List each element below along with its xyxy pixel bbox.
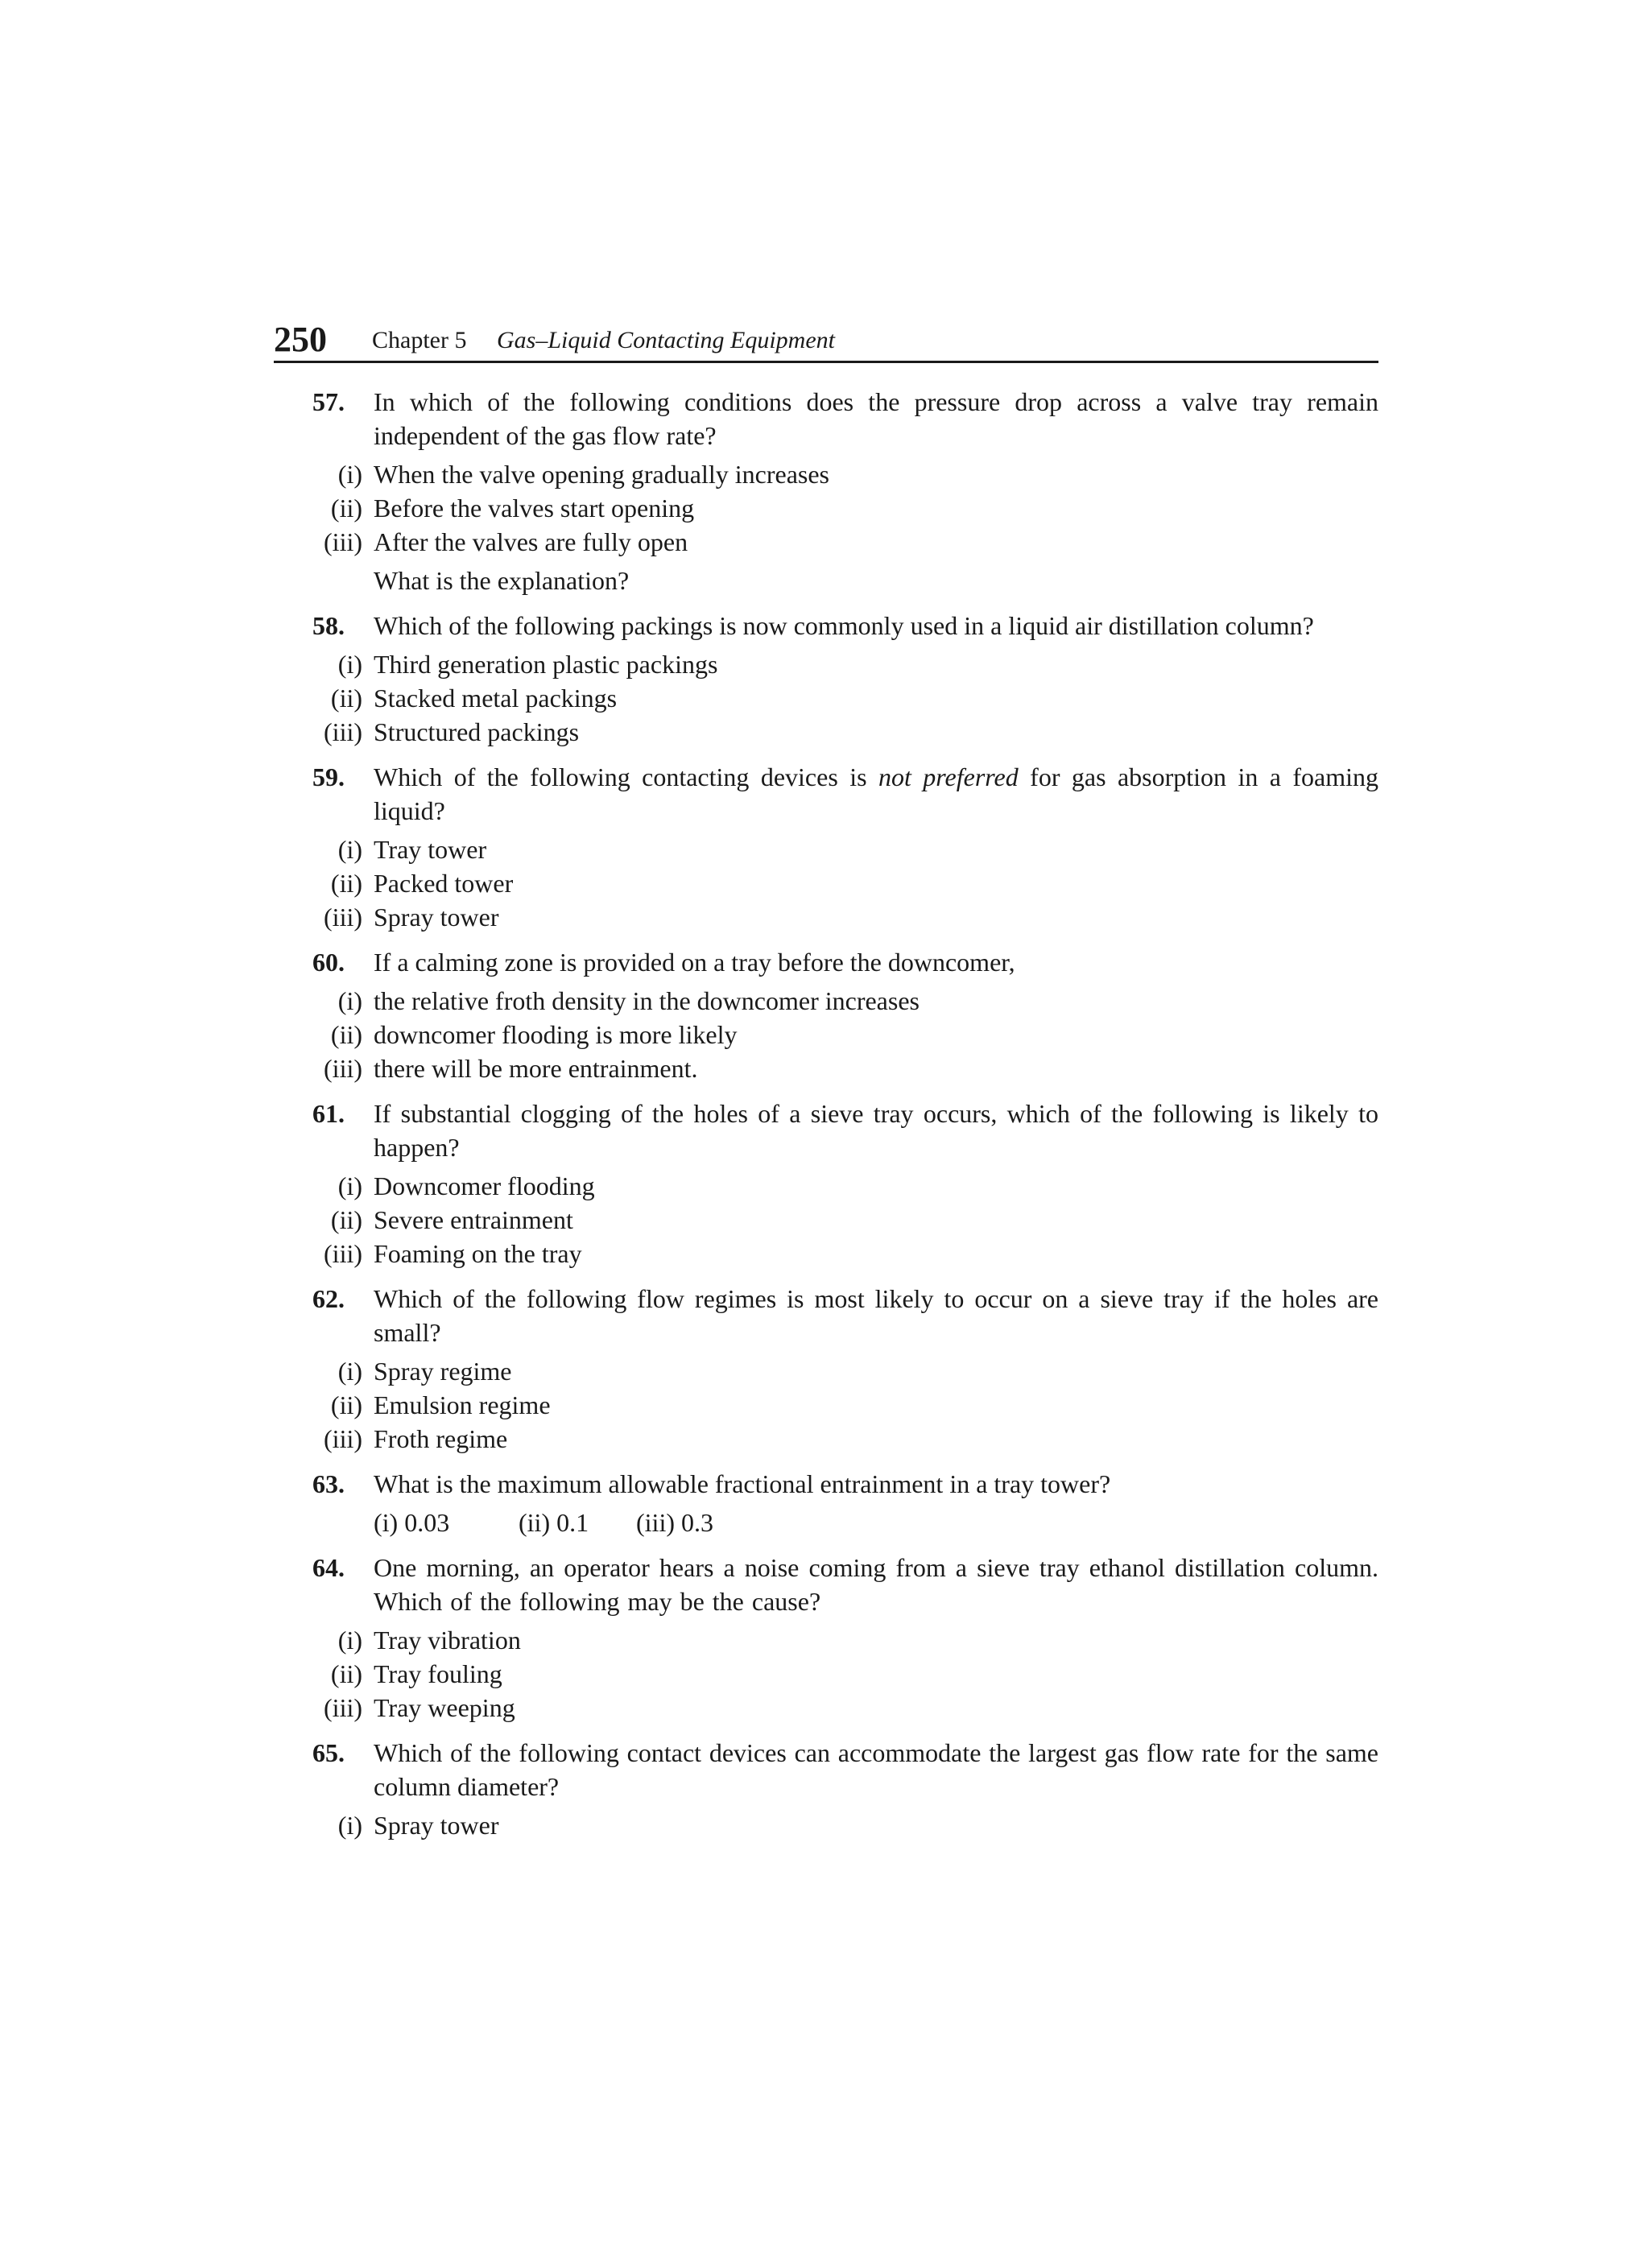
chapter-label: Chapter 5 [372, 327, 467, 353]
option-text: Tray vibration [374, 1626, 521, 1655]
option-text: Spray regime [374, 1357, 512, 1386]
question-text-end: for gas absorption in a foaming liquid? [374, 762, 1379, 825]
question-list [274, 385, 1378, 1853]
chapter-title: Gas–Liquid Contacting Equipment [497, 327, 835, 353]
question-59 [274, 760, 1378, 934]
question-number: 60. [312, 948, 345, 977]
option-text: Downcomer flooding [374, 1171, 595, 1200]
option [337, 984, 1378, 1018]
question-text: If a calming zone is provided on a tray before the downcomer, [374, 948, 1015, 977]
inline-option-list [374, 1506, 1378, 1539]
question-57 [274, 385, 1378, 597]
option-numeral: (iii) [324, 527, 362, 556]
option [337, 647, 1378, 681]
page-number: 250 [274, 320, 327, 359]
option-numeral: (i) [337, 1811, 362, 1840]
option-numeral: (ii) [330, 1205, 362, 1234]
question-followup: What is the explanation? [374, 566, 630, 595]
question-text [374, 760, 1378, 828]
option-text: Spray tower [374, 1811, 499, 1840]
option [324, 1422, 1378, 1456]
question-60 [274, 945, 1378, 1085]
option [337, 1169, 1378, 1203]
option [330, 1657, 1378, 1691]
option-numeral: (iii) [324, 1424, 362, 1453]
option [337, 832, 1378, 866]
option-text: Tray fouling [374, 1659, 502, 1688]
option [324, 1051, 1378, 1085]
option [330, 866, 1378, 900]
option [330, 681, 1378, 715]
question-number: 62. [312, 1284, 345, 1313]
question-text: In which of the following conditions does the pressure drop across a valve tray remain independent of the gas flow rate? [374, 387, 1378, 450]
option [324, 1691, 1378, 1725]
option-numeral: (ii) [330, 869, 362, 898]
option-text: Third generation plastic packings [374, 650, 718, 679]
question-number: 59. [312, 762, 345, 791]
option-numeral: (i) [337, 1357, 362, 1386]
question-text: Which of the following contact devices can accommodate the largest gas flow rate for the same column diameter? [374, 1738, 1378, 1801]
option-text: Tray weeping [374, 1693, 515, 1722]
option [324, 1237, 1378, 1270]
option [337, 1623, 1378, 1657]
option-text: After the valves are fully open [374, 527, 688, 556]
question-text: What is the maximum allowable fractional entrainment in a tray tower? [374, 1469, 1111, 1498]
option-text: Spray tower [374, 903, 499, 932]
option [330, 491, 1378, 525]
option [324, 900, 1378, 934]
option [337, 457, 1378, 491]
option-text: Before the valves start opening [374, 494, 695, 523]
option-list [324, 832, 1378, 934]
option-text: Emulsion regime [374, 1390, 551, 1419]
option [324, 715, 1378, 749]
option [330, 1203, 1378, 1237]
option-list [324, 984, 1378, 1085]
option-text: When the valve opening gradually increases [374, 460, 829, 489]
question-64 [274, 1551, 1378, 1725]
question-62 [274, 1282, 1378, 1456]
option-list [337, 1808, 1378, 1842]
option-numeral: (iii) [324, 1239, 362, 1268]
option-list [324, 1623, 1378, 1725]
question-65 [274, 1736, 1378, 1842]
question-58 [274, 609, 1378, 749]
question-61 [274, 1097, 1378, 1270]
option-numeral: (ii) [330, 1020, 362, 1049]
option-text: Structured packings [374, 717, 580, 746]
option-numeral: (i) [337, 460, 362, 489]
option: (i) 0.03 [374, 1508, 450, 1537]
option-text: Packed tower [374, 869, 514, 898]
option-text: Froth regime [374, 1424, 508, 1453]
option: (iii) 0.3 [636, 1508, 713, 1537]
option-numeral: (iii) [324, 903, 362, 932]
option-numeral: (ii) [330, 684, 362, 713]
option-list [324, 457, 1378, 559]
option-numeral: (ii) [330, 494, 362, 523]
option [337, 1808, 1378, 1842]
question-text-start: Which of the following contacting devices is [374, 762, 878, 791]
option-text: the relative froth density in the downcomer increases [374, 986, 920, 1015]
question-text-emphasis: not preferred [878, 762, 1019, 791]
option [330, 1388, 1378, 1422]
question-number: 63. [312, 1469, 345, 1498]
question-63 [274, 1467, 1378, 1539]
option [324, 525, 1378, 559]
option-numeral: (i) [337, 1626, 362, 1655]
question-number: 58. [312, 611, 345, 640]
option [330, 1018, 1378, 1051]
option-list [324, 1169, 1378, 1270]
option-text: Stacked metal packings [374, 684, 618, 713]
option-numeral: (i) [337, 986, 362, 1015]
option-text: downcomer flooding is more likely [374, 1020, 738, 1049]
option-numeral: (i) [337, 1171, 362, 1200]
option-numeral: (iii) [324, 1693, 362, 1722]
option: (ii) 0.1 [519, 1508, 589, 1537]
option-numeral: (ii) [330, 1390, 362, 1419]
option-numeral: (iii) [324, 1054, 362, 1083]
question-text: One morning, an operator hears a noise coming from a sieve tray ethanol distillation column. Which of the following may be the cause? [374, 1553, 1378, 1616]
question-number: 65. [312, 1738, 345, 1767]
option-numeral: (i) [337, 650, 362, 679]
option-numeral: (ii) [330, 1659, 362, 1688]
option-text: there will be more entrainment. [374, 1054, 698, 1083]
option-numeral: (i) [337, 835, 362, 864]
option-numeral: (iii) [324, 717, 362, 746]
question-number: 57. [312, 387, 345, 416]
option-list [324, 647, 1378, 749]
page-header [274, 319, 1378, 363]
option-list [324, 1354, 1378, 1456]
option-text: Foaming on the tray [374, 1239, 582, 1268]
question-text: Which of the following flow regimes is most likely to occur on a sieve tray if the holes are small? [374, 1284, 1378, 1347]
option-text: Tray tower [374, 835, 487, 864]
question-text: Which of the following packings is now commonly used in a liquid air distillation column? [374, 611, 1314, 640]
option-text: Severe entrainment [374, 1205, 573, 1234]
question-text: If substantial clogging of the holes of a sieve tray occurs, which of the following is likely to happen? [374, 1099, 1378, 1162]
option [337, 1354, 1378, 1388]
question-number: 61. [312, 1099, 345, 1128]
question-number: 64. [312, 1553, 345, 1582]
